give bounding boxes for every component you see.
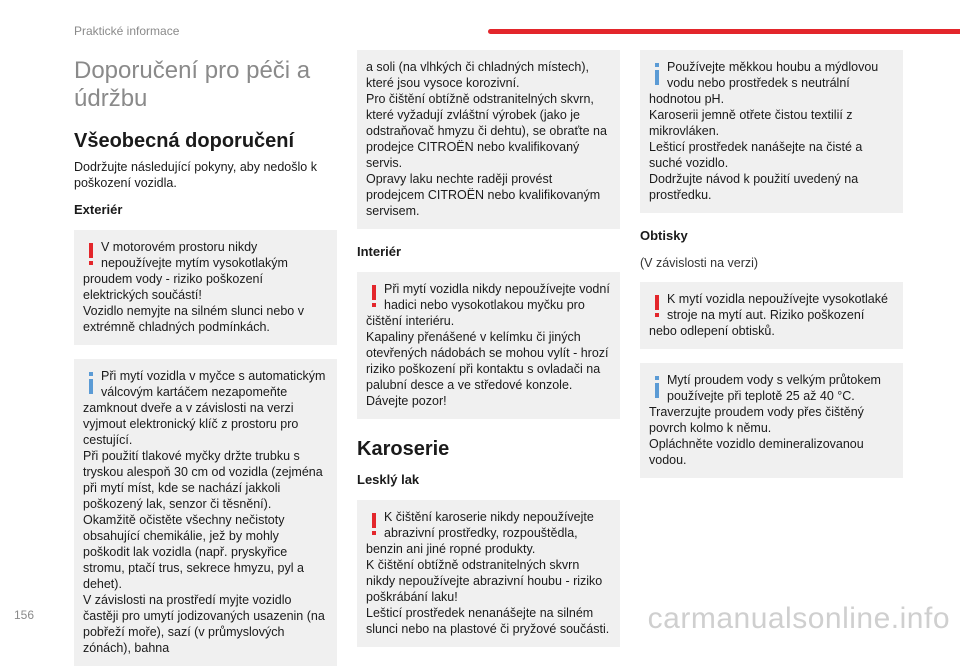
gloss-info-text: Používejte měkkou houbu a mýdlovou vodu nebo prostředek s neutrální hodnotou pH. Karoserii jemně otřete čistou textilií z mikrovláken. Lešticí prostředek nanášejte na čisté a suché vozidlo. Dodržujte návod k použití uvedený na prostředku. [649, 60, 879, 202]
exterior-info-box [74, 359, 337, 666]
column-1 [74, 50, 337, 666]
exterior-info-text: Při mytí vozidla v myčce s automatickým válcovým kartáčem nezapomeňte zamknout dveře a v závislosti na verzi vyjmout elektronický klíč z prostoru pro cestující. Při použití tlakové myčky držte trubku s tryskou alespoň 30 cm od vozidla (zejména při mytí míst, kde se nachází jakkoli poškozený lak, senzor či těsnění). Okamžitě očistěte všechny nečistoty obsahující chemikálie, jež by mohly poškodit lak vozidla (např. pryskyřice stromu, ptačí trus, sekrece hmyzu, pyl a dehet). V závislosti na prostředí myjte vozidlo častěji pro umytí jodizovaných usazenin (na pobřeží moře), sazí (v průmyslových zónách), bahna [83, 369, 326, 655]
decals-heading: Obtisky [640, 228, 688, 243]
page-title: Doporučení pro péči a údržbu [74, 57, 311, 112]
exterior-heading: Exteriér [74, 202, 123, 217]
decals-note: (V závislosti na verzi) [640, 256, 759, 270]
gloss-warning-text: K čištění karoserie nikdy nepoužívejte abrazivní prostředky, rozpouštědla, benzin ani jiné ropné produkty. K čištění obtížně odstranitelných skvrn nikdy nepoužívejte abrazivní houbu - riziko poškrábání laku! Lešticí prostředek nenanášejte na silném slunci nebo na plastové či pryžové součásti. [366, 510, 610, 636]
general-heading: Všeobecná doporučení [74, 130, 295, 152]
interior-warning-box [357, 272, 620, 419]
exclamation-icon [366, 283, 382, 309]
exterior-info-continued-box [357, 50, 620, 229]
column-2 [357, 50, 620, 647]
info-icon [649, 374, 665, 400]
gloss-warning-box [357, 500, 620, 647]
decals-warning-box [640, 282, 903, 349]
exterior-info-continued-text: a soli (na vlhkých či chladných místech), které jsou vysoce korozivní. Pro čištění obtížně odstranitelných skvrn, které vyžadují zvláštní výrobek (jako je odstraňovač hmyzu či dehtu), se obraťte na prodejce CITROËN nebo kvalifikovaný servis. Opravy laku nechte raději provést prodejcem CITROËN nebo kvalifikovaným servisem. [366, 60, 607, 218]
exclamation-icon [366, 511, 382, 537]
watermark: carmanualsonline.info [647, 602, 950, 635]
info-icon [649, 61, 665, 87]
header-accent-bar [488, 29, 960, 34]
exclamation-icon [649, 293, 665, 319]
interior-warning-text: Při mytí vozidla nikdy nepoužívejte vodní hadici nebo vysokotlakou myčku pro čištění interiéru. Kapaliny přenášené v kelímku či jiných otevřených nádobách se mohou vylít - hrozí riziko poškození při kontaktu s ovladači na palubní desce a ve středové konzole. Dávejte pozor! [366, 282, 610, 408]
decals-info-text: Mytí proudem vody s velkým průtokem používejte při teplotě 25 až 40 °C. Traverzujte proudem vody přes čištěný povrch kolmo k němu. Opláchněte vozidlo demineralizovanou vodou. [649, 373, 881, 467]
page-number: 156 [14, 608, 35, 622]
body-heading: Karoserie [357, 438, 450, 460]
exterior-warning-box [74, 230, 337, 345]
column-3 [640, 50, 903, 478]
general-intro: Dodržujte následující pokyny, aby nedošlo k poškození vozidla. [74, 160, 317, 190]
gloss-heading: Lesklý lak [357, 472, 420, 487]
decals-info-box [640, 363, 903, 478]
interior-heading: Interiér [357, 244, 402, 259]
exclamation-icon [83, 241, 99, 267]
info-icon [83, 370, 99, 396]
running-header: Praktické informace [74, 24, 180, 38]
decals-warning-text: K mytí vozidla nepoužívejte vysokotlaké stroje na mytí aut. Riziko poškození nebo odlepení obtisků. [649, 292, 888, 338]
gloss-info-box [640, 50, 903, 213]
exterior-warning-text: V motorovém prostoru nikdy nepoužívejte mytím vysokotlakým proudem vody - riziko poškození elektrických součástí! Vozidlo nemyjte na silném slunci nebo v extrémně chladných podmínkách. [83, 240, 304, 334]
